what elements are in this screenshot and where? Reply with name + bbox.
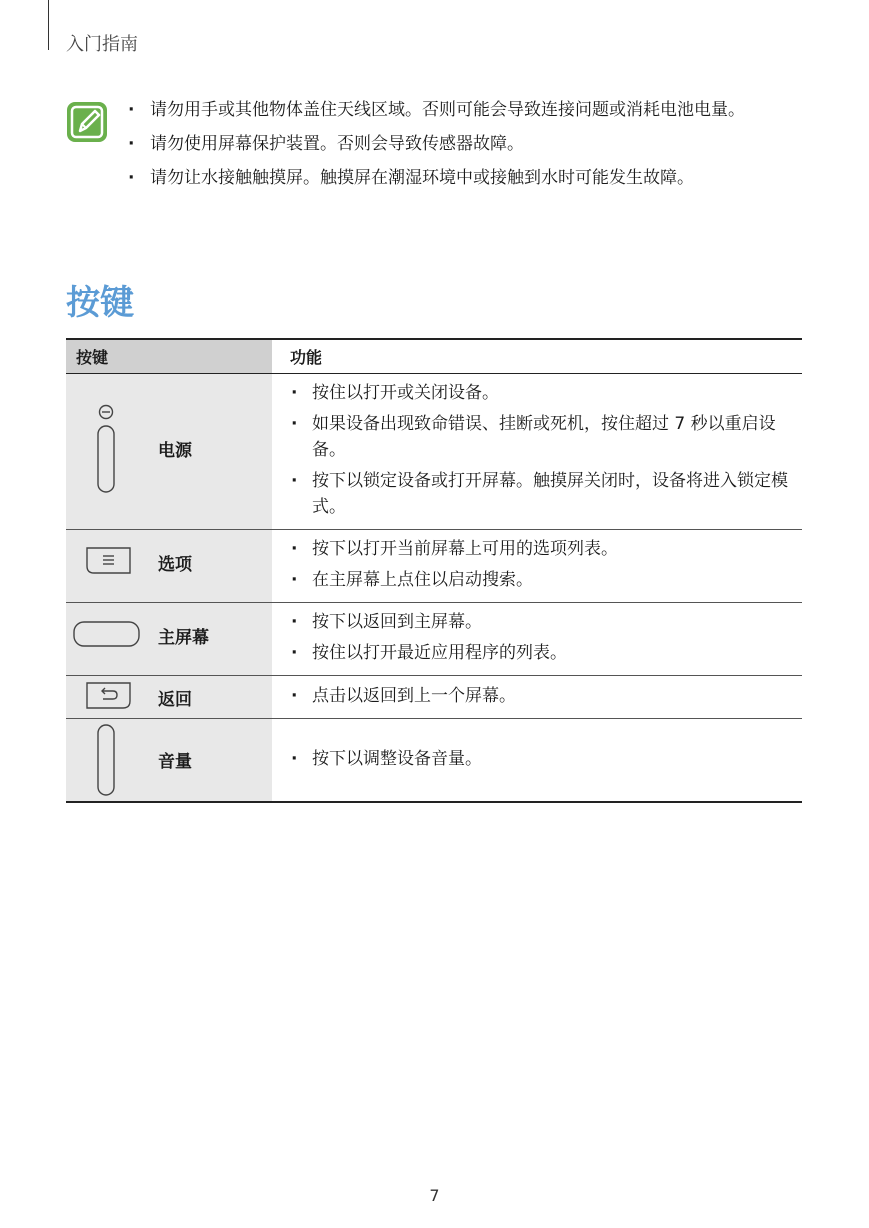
table-row: [66, 719, 802, 803]
home-key-icon: [72, 619, 142, 649]
function-item: · 在主屏幕上点住以启动搜索。: [290, 567, 802, 593]
header-key: 按键: [66, 339, 272, 374]
function-item: · 按下以打开当前屏幕上可用的选项列表。: [290, 536, 802, 562]
volume-key-icon: [76, 723, 136, 799]
function-item: · 按下以返回到主屏幕。: [290, 609, 802, 635]
function-cell: [272, 719, 802, 803]
key-cell: [66, 374, 272, 530]
page-number: 7: [429, 1186, 440, 1205]
key-label: 选项: [158, 555, 192, 575]
key-label: 电源: [158, 441, 192, 461]
key-label: 主屏幕: [158, 628, 209, 648]
key-cell: [66, 676, 272, 719]
function-item: · 按住以打开最近应用程序的列表。: [290, 640, 802, 666]
table-header-row: [66, 339, 802, 374]
note-list: [126, 97, 806, 199]
back-key-icon: [84, 681, 134, 711]
section-label: 入门指南: [66, 34, 138, 55]
key-cell: [66, 719, 272, 803]
table-row: [66, 603, 802, 676]
function-cell: [272, 374, 802, 530]
function-item: · 按住以打开或关闭设备。: [290, 380, 802, 406]
table-row: [66, 374, 802, 530]
function-cell: [272, 676, 802, 719]
function-item: · 按下以锁定设备或打开屏幕。触摸屏关闭时，设备将进入锁定模式。: [290, 468, 802, 520]
key-cell: [66, 530, 272, 603]
menu-key-icon: [84, 546, 134, 576]
function-item: · 如果设备出现致命错误、挂断或死机，按住超过 7 秒以重启设备。: [290, 411, 802, 463]
key-label: 返回: [158, 690, 192, 710]
function-item: · 点击以返回到上一个屏幕。: [290, 683, 802, 709]
key-cell: [66, 603, 272, 676]
key-label: 音量: [158, 752, 192, 772]
note-item: · 请勿用手或其他物体盖住天线区域。否则可能会导致连接问题或消耗电池电量。: [126, 97, 806, 123]
keys-table: [66, 338, 802, 803]
table-row: [66, 676, 802, 719]
function-cell: [272, 530, 802, 603]
header-function: 功能: [272, 339, 802, 374]
function-cell: [272, 603, 802, 676]
note-item: · 请勿使用屏幕保护装置。否则会导致传感器故障。: [126, 131, 806, 157]
note-pencil-icon: [66, 101, 108, 143]
table-row: [66, 530, 802, 603]
note-item: · 请勿让水接触触摸屏。触摸屏在潮湿环境中或接触到水时可能发生故障。: [126, 165, 806, 191]
power-key-icon: [76, 400, 136, 500]
side-rule: [48, 0, 49, 50]
function-item: · 按下以调整设备音量。: [290, 746, 802, 772]
page-title: 按键: [66, 283, 134, 323]
